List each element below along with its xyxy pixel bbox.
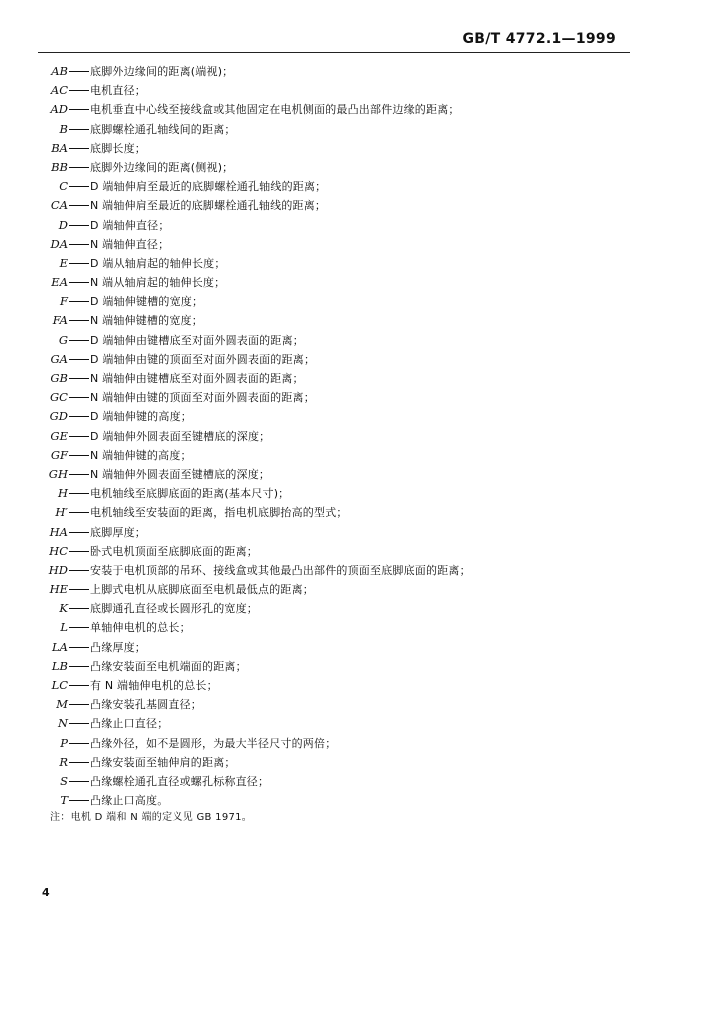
em-dash-separator — [69, 627, 89, 628]
em-dash-separator — [69, 474, 89, 475]
definition-row — [0, 523, 724, 542]
em-dash-separator — [69, 282, 89, 283]
definition-symbol: GH — [48, 466, 68, 481]
em-dash-separator — [69, 359, 89, 360]
definition-text: 电机直径； — [90, 84, 146, 98]
definition-text: N 端从轴肩起的轴伸长度； — [90, 276, 226, 290]
definition-row — [0, 427, 724, 446]
definition-symbol: H — [57, 486, 68, 501]
definition-symbol: GE — [50, 428, 68, 443]
definition-text: D 端轴伸肩至最近的底脚螺栓通孔轴线的距离； — [90, 180, 327, 194]
definition-symbol: AB — [51, 64, 68, 78]
standard-number-header: GB/T 4772.1—1999 — [462, 31, 616, 47]
definition-text: D 端轴伸键的高度； — [90, 410, 192, 424]
definition-row — [0, 465, 724, 484]
em-dash-separator — [69, 723, 89, 724]
definition-symbol: GA — [50, 351, 68, 366]
definition-row — [0, 100, 724, 119]
definition-text: 电机轴线至安装面的距离，指电机底脚抬高的型式； — [90, 506, 348, 520]
definition-symbol: HA — [49, 524, 68, 539]
definition-symbol: H′ — [55, 505, 68, 520]
definition-text: N 端轴伸键槽的宽度； — [90, 314, 203, 328]
definition-text: N 端轴伸直径； — [90, 237, 170, 251]
definition-symbol: HD — [48, 562, 68, 577]
definition-symbol: R — [59, 754, 68, 769]
definition-text: 电机轴线至底脚底面的距离(基本尺寸)； — [90, 487, 290, 501]
definition-row — [0, 235, 724, 254]
definition-symbol: AC — [50, 83, 68, 98]
em-dash-separator — [69, 608, 89, 609]
em-dash-separator — [69, 455, 89, 456]
definition-symbol: HC — [49, 543, 68, 558]
em-dash-separator — [69, 301, 89, 302]
definition-row — [0, 714, 724, 733]
em-dash-separator — [69, 493, 89, 494]
definition-symbol: D — [58, 217, 68, 232]
definition-symbol: F — [60, 294, 68, 309]
definition-row — [0, 292, 724, 311]
em-dash-separator — [69, 71, 89, 72]
em-dash-separator — [69, 90, 89, 91]
definition-text: 底脚通孔直径或长圆形孔的宽度； — [90, 602, 258, 616]
em-dash-separator — [69, 647, 89, 648]
em-dash-separator — [69, 512, 89, 513]
definition-row — [0, 273, 724, 292]
em-dash-separator — [69, 148, 89, 149]
definition-row — [0, 311, 724, 330]
header-divider — [38, 52, 630, 53]
definition-symbol: K — [59, 601, 68, 616]
definition-text: 电机垂直中心线至接线盒或其他固定在电机侧面的最凸出部件边缘的距离； — [90, 103, 460, 117]
definition-symbol: GC — [50, 390, 68, 405]
definition-row — [0, 580, 724, 599]
definition-text: 凸缘厚度； — [90, 640, 146, 654]
definition-text: 底脚外边缘间的距离(端视)； — [90, 65, 234, 78]
definition-text: 卧式电机顶面至底脚底面的距离； — [90, 544, 258, 558]
em-dash-separator — [69, 244, 89, 245]
definition-symbol: BB — [51, 159, 68, 174]
definition-text: D 端轴伸外圆表面至键槽底的深度； — [90, 429, 271, 443]
definition-symbol: LC — [51, 678, 68, 692]
definition-text: D 端轴伸直径； — [90, 218, 170, 232]
definition-row — [0, 542, 724, 561]
definition-symbol: AD — [50, 102, 68, 117]
definition-row — [0, 120, 724, 139]
definition-text: D 端轴伸由键的顶面至对面外圆表面的距离； — [90, 352, 316, 366]
definition-text: 凸缘安装面至电机端面的距离； — [90, 659, 247, 673]
definition-row — [0, 618, 724, 637]
definition-text: D 端轴伸由键槽底至对面外圆表面的距离； — [90, 333, 304, 347]
definition-text: 凸缘止口直径； — [90, 717, 169, 731]
definition-symbol: CA — [50, 198, 68, 213]
em-dash-separator — [69, 225, 89, 226]
em-dash-separator — [69, 781, 89, 782]
definition-text: 单轴伸电机的总长； — [90, 621, 191, 635]
definition-row — [0, 216, 724, 235]
definition-row — [0, 254, 724, 273]
definition-list — [0, 62, 724, 810]
definition-row — [0, 407, 724, 426]
definition-text: N 端轴伸由键的顶面至对面外圆表面的距离； — [90, 391, 315, 405]
definition-row — [0, 369, 724, 388]
definition-row — [0, 503, 724, 522]
em-dash-separator — [69, 186, 89, 187]
definition-row — [0, 561, 724, 580]
definition-row — [0, 62, 724, 81]
definition-text: 凸缘止口高度。 — [90, 794, 169, 808]
definition-symbol: BA — [51, 140, 68, 155]
definition-row — [0, 388, 724, 407]
em-dash-separator — [69, 167, 89, 168]
definition-row — [0, 196, 724, 215]
definition-text: 凸缘安装面至轴伸肩的距离； — [90, 755, 236, 769]
em-dash-separator — [69, 397, 89, 398]
definition-row — [0, 446, 724, 465]
em-dash-separator — [69, 570, 89, 571]
definition-symbol: LB — [51, 658, 68, 673]
em-dash-separator — [69, 532, 89, 533]
definition-symbol: G — [58, 332, 68, 347]
definition-text: 上脚式电机从底脚底面至电机最低点的距离； — [90, 583, 314, 597]
em-dash-separator — [69, 704, 89, 705]
em-dash-separator — [69, 589, 89, 590]
definition-symbol: M — [56, 697, 68, 712]
definition-symbol: HE — [49, 582, 68, 597]
em-dash-separator — [69, 743, 89, 744]
definition-text: 底脚长度； — [90, 141, 146, 155]
page-number: 4 — [42, 886, 50, 899]
definition-text: 凸缘螺栓通孔直径或螺孔标称直径； — [90, 774, 270, 788]
definition-row — [0, 772, 724, 791]
em-dash-separator — [69, 685, 89, 686]
definition-symbol: GB — [50, 371, 68, 385]
em-dash-separator — [69, 340, 89, 341]
definition-symbol: T — [60, 793, 68, 808]
definition-text: N 端轴伸由键槽底至对面外圆表面的距离； — [90, 372, 304, 385]
em-dash-separator — [69, 263, 89, 264]
definition-symbol: P — [60, 735, 68, 750]
definition-text: N 端轴伸外圆表面至键槽底的深度； — [90, 467, 271, 481]
definition-text: D 端从轴肩起的轴伸长度； — [90, 256, 226, 270]
em-dash-separator — [69, 320, 89, 321]
definition-row — [0, 676, 724, 695]
definition-text: 底脚厚度； — [90, 525, 146, 539]
definition-symbol: FA — [52, 313, 68, 328]
definition-text: 凸缘安装孔基圆直径； — [90, 698, 202, 712]
definition-symbol: DA — [50, 236, 68, 251]
definition-symbol: B — [59, 121, 68, 136]
definition-row — [0, 695, 724, 714]
definition-row — [0, 599, 724, 618]
em-dash-separator — [69, 551, 89, 552]
em-dash-separator — [69, 666, 89, 667]
definition-text: 有 N 端轴伸电机的总长； — [90, 679, 218, 692]
definition-row — [0, 158, 724, 177]
definition-row — [0, 331, 724, 350]
definition-symbol: E — [59, 255, 68, 270]
em-dash-separator — [69, 205, 89, 206]
em-dash-separator — [69, 109, 89, 110]
definition-symbol: GF — [50, 447, 68, 462]
definition-text: 底脚螺栓通孔轴线间的距离； — [90, 122, 236, 136]
definition-row — [0, 638, 724, 657]
definition-text: 安装于电机顶部的吊环、接线盒或其他最凸出部件的顶面至底脚底面的距离； — [90, 563, 471, 577]
definition-text: N 端轴伸键的高度； — [90, 448, 192, 462]
definition-row — [0, 177, 724, 196]
definition-text: 凸缘外径，如不是圆形，为最大半径尺寸的两倍； — [90, 736, 337, 750]
definition-row — [0, 753, 724, 772]
definition-row — [0, 139, 724, 158]
definition-symbol: S — [60, 773, 68, 788]
definition-text: 底脚外边缘间的距离(侧视)； — [90, 160, 234, 174]
definition-text: N 端轴伸肩至最近的底脚螺栓通孔轴线的距离； — [90, 199, 327, 213]
definition-symbol: LA — [52, 639, 68, 654]
definition-symbol: EA — [51, 275, 68, 290]
definition-text: D 端轴伸键槽的宽度； — [90, 295, 204, 309]
definition-row — [0, 657, 724, 676]
em-dash-separator — [69, 378, 89, 379]
definition-symbol: C — [59, 179, 68, 194]
footnote: 注：电机 D 端和 N 端的定义见 GB 1971。 — [50, 812, 253, 823]
em-dash-separator — [69, 800, 89, 801]
definition-symbol: GD — [49, 409, 68, 424]
definition-row — [0, 484, 724, 503]
em-dash-separator — [69, 129, 89, 130]
em-dash-separator — [69, 762, 89, 763]
definition-symbol: L — [60, 620, 68, 635]
definition-symbol: N — [57, 716, 68, 731]
definition-row — [0, 350, 724, 369]
definition-row — [0, 734, 724, 753]
definition-row — [0, 81, 724, 100]
em-dash-separator — [69, 436, 89, 437]
em-dash-separator — [69, 416, 89, 417]
